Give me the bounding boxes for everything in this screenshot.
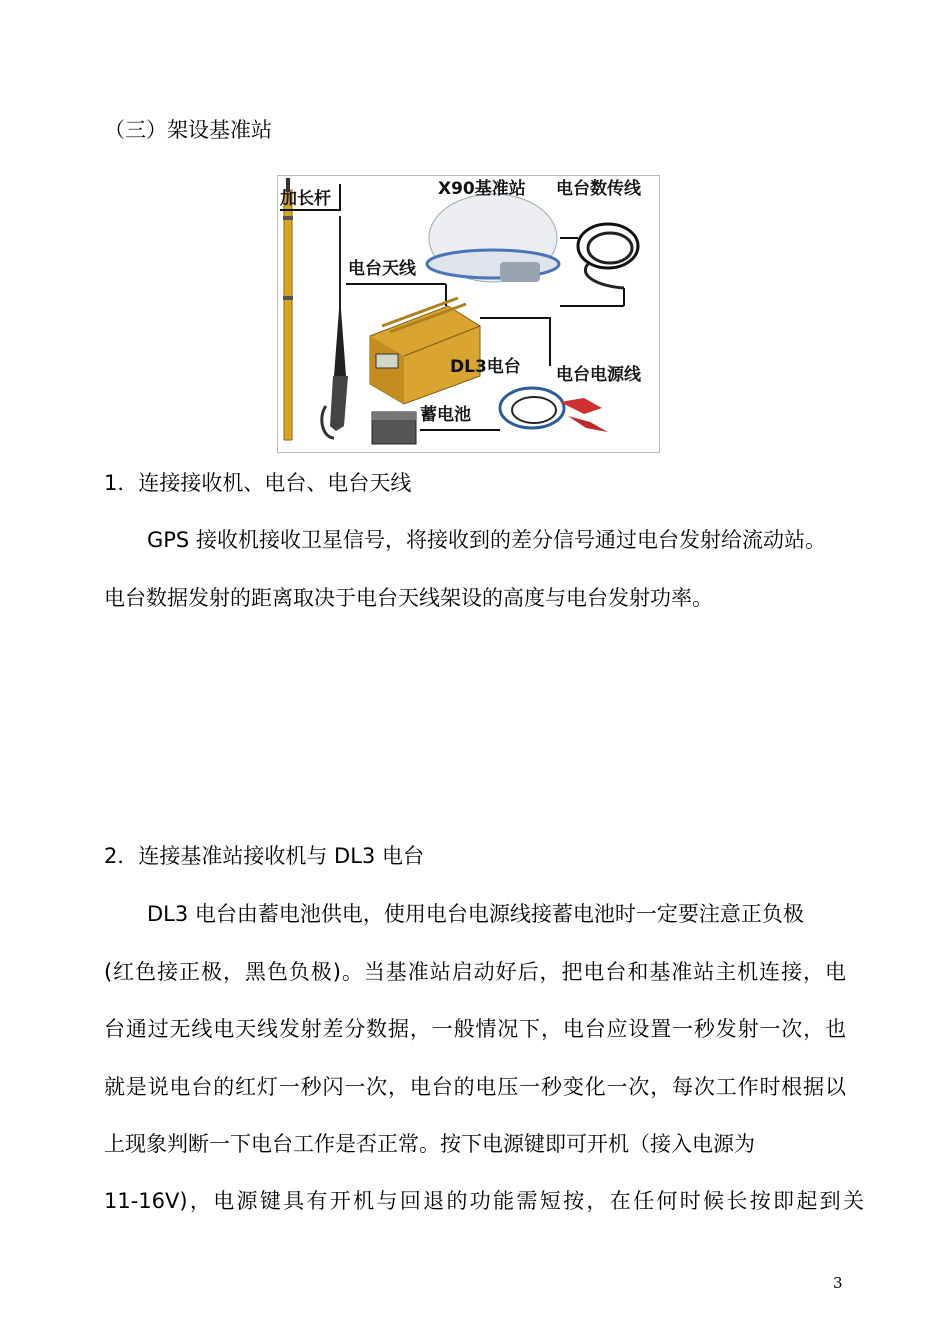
step2-line-4: 就是说电台的红灯一秒闪一次，电台的电压一秒变化一次，每次工作时根据以: [104, 1075, 846, 1099]
step1-line-1: GPS 接收机接收卫星信号，将接收到的差分信号通过电台发射给流动站。: [147, 528, 826, 552]
step2-line-3: 台通过无线电天线发射差分数据，一般情况下，电台应设置一秒发射一次，也: [104, 1017, 846, 1041]
equipment-illustration: [278, 176, 659, 452]
label-data-cable: 电台数传线: [556, 179, 641, 199]
step2-line-5: 上现象判断一下电台工作是否正常。按下电源键即可开机（接入电源为: [104, 1132, 755, 1156]
step2-line-6: 11-16V)，电源键具有开机与回退的功能需短按，在任何时候长按即起到关: [104, 1189, 864, 1213]
extension-pole: [284, 190, 292, 440]
label-extension-pole: 加长杆: [280, 189, 331, 209]
section-heading: （三）架设基准站: [104, 118, 272, 142]
label-base-station: X90基准站: [438, 179, 526, 199]
label-dl3-radio: DL3电台: [450, 357, 521, 377]
step2-heading: 2．连接基准站接收机与 DL3 电台: [104, 844, 424, 868]
label-radio-antenna: 电台天线: [348, 259, 416, 279]
step1-line-2: 电台数据发射的距离取决于电台天线架设的高度与电台发射功率。: [104, 586, 713, 610]
label-battery: 蓄电池: [420, 405, 471, 425]
step1-heading: 1．连接接收机、电台、电台天线: [104, 471, 412, 495]
label-power-cable: 电台电源线: [556, 365, 641, 385]
step2-line-2: (红色接正极，黑色负极)。当基准站启动好后，把电台和基准站主机连接，电: [104, 960, 846, 984]
base-station-setup-figure: [277, 175, 660, 453]
step2-line-1: DL3 电台由蓄电池供电，使用电台电源线接蓄电池时一定要注意正负极: [147, 902, 804, 926]
page-number: 3: [833, 1274, 843, 1292]
